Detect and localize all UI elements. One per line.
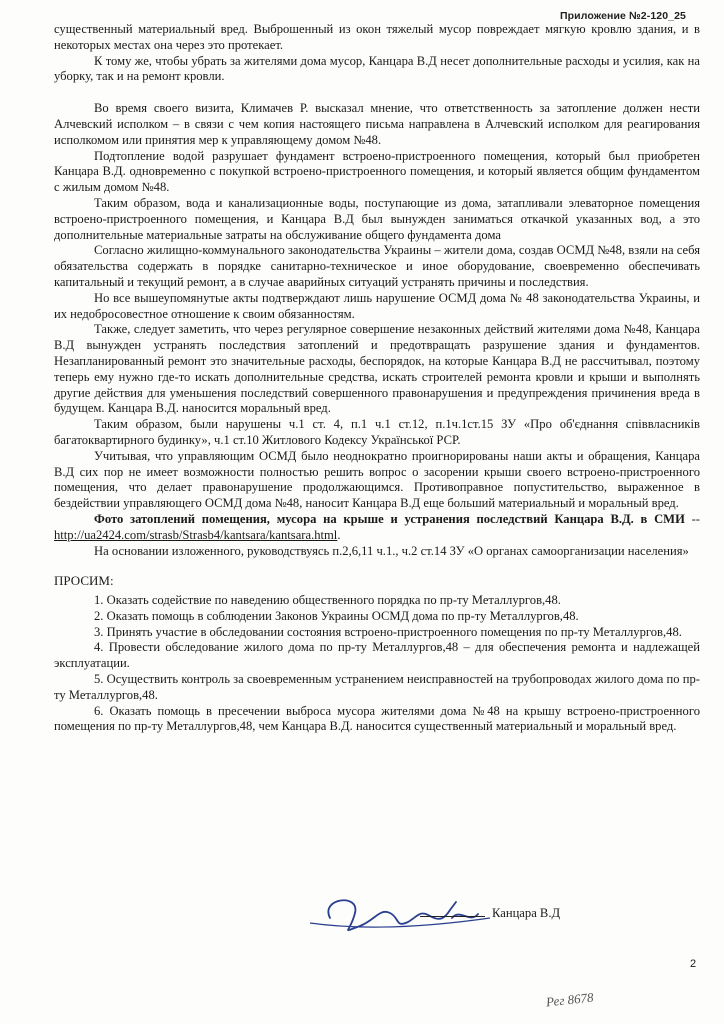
request-item: 2. Оказать помощь в соблюдении Законов Украины ОСМД дома по пр-ту Металлургов,48. (94, 608, 579, 623)
paragraph: Но все вышеупомянутые акты подтверждают лишь нарушение ОСМД дома № 48 законодательства Украины, и их недобросовестное отношение к своим обязанностям. (54, 290, 700, 321)
basis-paragraph: На основании изложенного, руководствуясь п.2,6,11 ч.1., ч.2 ст.14 ЗУ «О органах самоорганизации населения» (94, 543, 689, 558)
paragraph: Согласно жилищно-коммунального законодательства Украины – жители дома, создав ОСМД №48, взяли на себя обязательства содержать в порядке санитарно-техническое и иное оборудование, своевременно обеспечивать капитальный и текущий ремонт, а в случае аварийных ситуаций устранять причины и последствия. (54, 243, 700, 289)
paragraph: Во время своего визита, Климачев Р. высказал мнение, что ответственность за затопление должен нести Алчевский исполком – в связи с чем копия настоящего письма направлена в Алчевский исполком для реагирования исполкомом или принятия мер к управляющему домом №48. (54, 101, 700, 147)
request-item: 6. Оказать помощь в пресечении выброса мусора жителями дома №48 на крышу встроено-пристроенного помещения по пр-ту Металлургов,48, чем Канцара В.Д. наносится существенный материальный и моральный вред. (54, 703, 700, 734)
request-item: 3. Принять участие в обследовании состояния встроено-пристроенного помещения по пр-ту Металлургов,48. (94, 624, 682, 639)
separator: -- (684, 511, 701, 526)
request-list (54, 593, 700, 735)
request-heading: ПРОСИМ: (54, 573, 114, 589)
paragraph: Подтопление водой разрушает фундамент встроено-пристроенного помещения, который был приобретен Канцара В.Д. одновременно с покупкой встроено-пристроенного помещения, и который является общим фундаментом с жилым домом №48. (54, 148, 700, 195)
request-item: 1. Оказать содействие по наведению общественного порядка по пр-ту Металлургов,48. (94, 593, 561, 608)
period: . (337, 527, 341, 542)
paragraph: Таким образом, были нарушены ч.1 ст. 4, п.1 ч.1 ст.12, п.1ч.1ст.15 ЗУ «Про об'єднання співвласників багатоквартирного будинку», ч.1 ст.10 Житлового Кодексу Української РСР. (54, 417, 700, 447)
paragraph: Также, следует заметить, что через регулярное совершение незаконных действий жителями дома №48, Канцара В.Д вынужден устранять последствия затоплений и предотвращать разрушение здания и фундаментов. Незапланированный ремонт это значительные расходы, беспорядок, на которые Канцара В.Д не рассчитывал, поэтому теперь ему нужно где-то искать дополнительные средства, искать строителей ремонта кровли и крыши и выполнять другие действия для уменьшения последствий совершенного правонарушения и предупреждения причинения вреда в будущем. Канцара В.Д. наносится моральный вред. (54, 322, 700, 416)
paragraph: К тому же, чтобы убрать за жителями дома мусор, Канцара В.Д несет дополнительные расходы и усилия, как на уборку, так и на ремонт кровли. (54, 53, 700, 84)
paragraph: Учитывая, что управляющим ОСМД было неоднократно проигнорированы наши акты и обращения, Канцара В.Д сих пор не имеет возможности полностью решить вопрос о засорении крыши своего встроено-пристроенного помещения, что делает правонарушение продолжающимся. Противоправное попустительство, выраженное в бездействии управляющего ОСМД дома №48, наносит Канцара В.Д еще больший материальный и моральный вред. (54, 448, 700, 511)
paragraph: Таким образом, вода и канализационные воды, поступающие из дома, затапливали элеваторное помещения встроено-пристроенного помещения, и Канцара В.Д был вынужден заниматься откачкой указанных вод, а это дополнительные материальные затраты на обслуживание общего фундамента дома (54, 195, 700, 242)
handwritten-registration-note: Рег 8678 (545, 989, 595, 1010)
request-item: 5. Осуществить контроль за своевременным устранением неисправностей на трубопроводах жилого дома по пр-ту Металлургов,48. (54, 672, 700, 702)
letter-body (54, 22, 700, 735)
appendix-label: Приложение №2-120_25 (559, 10, 686, 22)
paragraph: существенный материальный вред. Выброшенный из окон тяжелый мусор повреждает мягкую кровлю здания, и в некоторых местах она через это протекает. (54, 22, 700, 52)
photo-reference (54, 512, 700, 544)
signatory-name: Канцара В.Д (492, 906, 561, 920)
photo-reference-text: Фото затоплений помещения, мусора на крыше и устранения последствий Канцара В.Д. в СМИ (94, 511, 685, 526)
media-link[interactable]: http://ua2424.com/strasb/Strasb4/kantsara/kantsara.html (54, 527, 338, 542)
signature-line (420, 916, 485, 917)
request-item: 4. Провести обследование жилого дома по пр-ту Металлургов,48 – для обеспечения ремонта и надлежащей эксплуатации. (54, 640, 700, 671)
page-number: 2 (690, 958, 697, 970)
